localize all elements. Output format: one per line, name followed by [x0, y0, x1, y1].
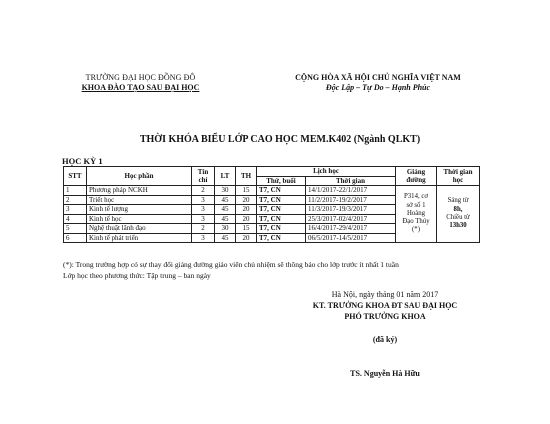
signature-title: KT. TRƯỞNG KHOA ĐT SAU ĐẠI HỌC — [312, 301, 458, 310]
cell-day: T7, CN — [257, 214, 306, 224]
cell-stt: 5 — [64, 224, 87, 234]
header-time: Thời gian học — [437, 167, 480, 186]
room-line: sở số 1 — [406, 201, 426, 209]
table-row — [64, 186, 480, 196]
university-name: TRƯỜNG ĐẠI HỌC ĐỒNG ĐÔ — [85, 73, 196, 82]
header-stt: STT — [64, 167, 87, 186]
cell-credits: 3 — [192, 233, 215, 243]
cell-day: T7, CN — [257, 233, 306, 243]
header-th: TH — [236, 167, 257, 186]
signatory-name: TS. Nguyễn Hà Hữu — [350, 369, 420, 378]
cell-lt: 45 — [215, 233, 236, 243]
signature-position: PHÓ TRƯỞNG KHOA — [344, 312, 426, 321]
header-room: Giảng đường — [396, 167, 437, 186]
room-line: Hoàng — [406, 209, 426, 217]
cell-course: Nghệ thuật lãnh đạo — [87, 224, 192, 234]
cell-th: 20 — [236, 214, 257, 224]
cell-period: 25/3/2017-02/4/2017 — [306, 214, 396, 224]
cell-period: 06/5/2017-14/5/2017 — [306, 233, 396, 243]
national-header — [268, 73, 488, 93]
institution-header — [58, 73, 223, 93]
cell-period: 16/4/2017-29/4/2017 — [306, 224, 396, 234]
document-title: THỜI KHÓA BIỂU LỚP CAO HỌC MEM.K402 (Ngành QLKT) — [139, 134, 421, 145]
cell-th: 15 — [236, 224, 257, 234]
time-line: Sáng từ — [447, 197, 469, 205]
cell-course: Phương pháp NCKH — [87, 186, 192, 196]
cell-th: 20 — [236, 205, 257, 215]
cell-day: T7, CN — [257, 186, 306, 196]
cell-period: 14/1/2017-22/1/2017 — [306, 186, 396, 196]
cell-th: 20 — [236, 233, 257, 243]
country-name: CỘNG HÒA XÃ HỘI CHỦ NGHĨA VIỆT NAM — [295, 73, 461, 82]
room-line: Đạo Thúy — [402, 218, 430, 226]
header-schedule: Lịch học — [257, 167, 396, 177]
header-credits: Tín chỉ — [192, 167, 215, 186]
room-line: P314, cơ — [404, 193, 428, 201]
table-header-row — [64, 167, 480, 177]
cell-day: T7, CN — [257, 205, 306, 215]
header-course: Học phần — [87, 167, 192, 186]
cell-credits: 2 — [192, 224, 215, 234]
cell-lt: 30 — [215, 224, 236, 234]
cell-day: T7, CN — [257, 224, 306, 234]
cell-course: Kinh tế lượng — [87, 205, 192, 215]
study-mode-note: Lớp học theo phương thức: Tập trung – ban ngày — [63, 271, 211, 280]
cell-credits: 2 — [192, 186, 215, 196]
cell-stt: 6 — [64, 233, 87, 243]
cell-th: 15 — [236, 186, 257, 196]
header-lt: LT — [215, 167, 236, 186]
cell-lt: 30 — [215, 186, 236, 196]
cell-course: Triết học — [87, 195, 192, 205]
cell-period: 11/2/2017-19/2/2017 — [306, 195, 396, 205]
cell-time — [437, 186, 480, 243]
time-line: Chiều từ — [446, 214, 470, 221]
header-day: Thứ, buổi — [257, 176, 306, 186]
cell-day: T7, CN — [257, 195, 306, 205]
time-line: 13h30 — [449, 222, 467, 230]
schedule-table — [63, 166, 480, 243]
room-change-note: (*): Trong trường hợp có sự thay đổi giảng đường giáo viên chủ nhiệm sẽ thông báo cho lớp trước ít nhất 1 tuần — [63, 260, 399, 269]
header-period: Thời gian — [306, 176, 396, 186]
cell-stt: 1 — [64, 186, 87, 196]
cell-stt: 2 — [64, 195, 87, 205]
cell-stt: 3 — [64, 205, 87, 215]
cell-lt: 45 — [215, 195, 236, 205]
cell-credits: 3 — [192, 205, 215, 215]
semester-label: HỌC KỲ 1 — [62, 156, 103, 166]
cell-lt: 45 — [215, 205, 236, 215]
cell-course: Kinh tế học — [87, 214, 192, 224]
cell-period: 11/3/2017-19/3/2017 — [306, 205, 396, 215]
faculty-name: KHOA ĐÀO TẠO SAU ĐẠI HỌC — [81, 83, 200, 92]
signature-status: (đã ký) — [372, 335, 398, 344]
time-line: 8h, — [453, 205, 463, 213]
national-motto: Độc Lập – Tự Do – Hạnh Phúc — [325, 83, 431, 92]
cell-credits: 3 — [192, 195, 215, 205]
cell-room — [396, 186, 437, 243]
room-line: (*) — [412, 226, 420, 234]
cell-course: Kinh tế phát triển — [87, 233, 192, 243]
cell-stt: 4 — [64, 214, 87, 224]
cell-th: 20 — [236, 195, 257, 205]
cell-lt: 45 — [215, 214, 236, 224]
cell-credits: 3 — [192, 214, 215, 224]
signature-date: Hà Nội, ngày tháng 01 năm 2017 — [331, 290, 439, 299]
